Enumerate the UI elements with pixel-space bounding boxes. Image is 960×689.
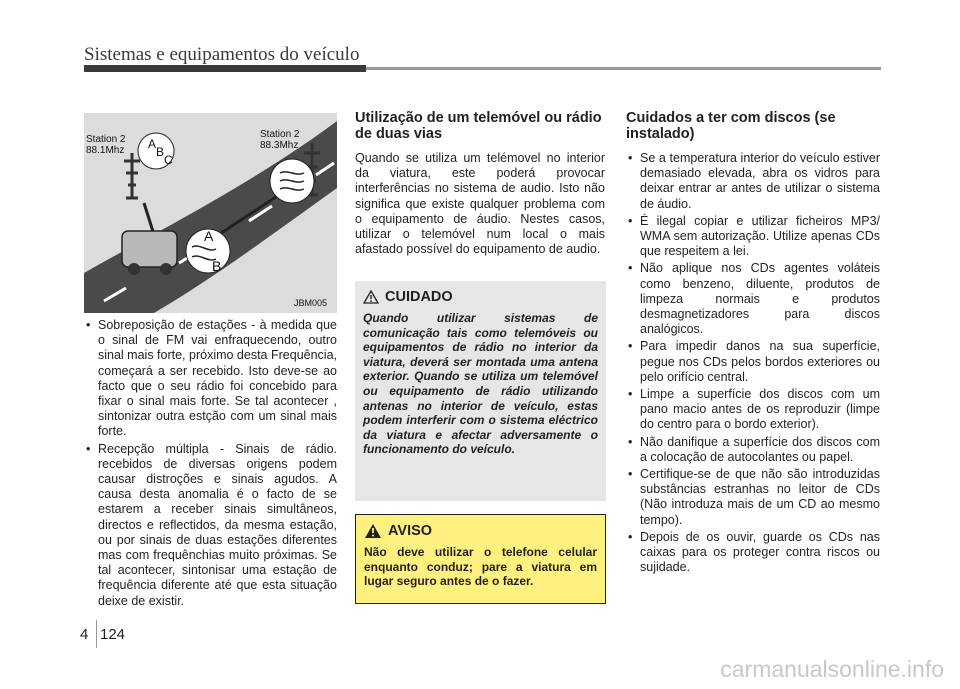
path-label-a: A	[148, 137, 157, 151]
right-column	[626, 110, 880, 577]
station-left-freq: 88.1Mhz	[86, 145, 125, 156]
middle-column	[355, 110, 605, 257]
illustration-svg	[84, 113, 337, 313]
page-number: 124	[100, 626, 126, 643]
caution-title: CUIDADO	[385, 289, 453, 305]
page-header-title: Sistemas e equipamentos do veículo	[84, 44, 360, 65]
reception-bullets	[84, 318, 337, 609]
watermark-text: carmanualsonline.info	[720, 656, 944, 682]
disc-bullet: • Depois de os ouvir, guarde os CDs nas caixas para os proteger contra riscos ou sujidade.	[626, 530, 880, 576]
caution-triangle-icon	[363, 290, 379, 304]
phone-section-text: Quando se utiliza um telémovel no interior da viatura, este poderá provocar interferências no sistema de audio. Isto não significa que existe qualquer problema com o equipamento de áudio. Nestes casos, utilizar o telemóvel num local o mais afastado possível do equipamento de audio.	[355, 151, 605, 257]
figure-code: JBM005	[294, 298, 328, 308]
warning-title: AVISO	[388, 523, 433, 539]
disc-bullet: • Limpe a superfície dos discos com um pano macio antes de os reproduzir (limpe do centro para o bordo exterior).	[626, 387, 880, 433]
path-label-b: B	[156, 145, 165, 159]
warning-text: Não deve utilizar o telefone celular enquanto conduz; pare a viatura em lugar seguro antes de o fazer.	[364, 545, 597, 589]
caution-header	[363, 289, 598, 305]
page-section-number: 4	[80, 626, 89, 643]
header-rule-accent	[84, 65, 366, 72]
caution-text: Quando utilizar sistemas de comunicação tais como telemóveis ou equipamentos de rádio no interior da viatura, deverá ser montada uma antena exterior. Quando se utiliza um telemóvel ou equipamento de rádio utilizando antenas no interior de veículo, estas podem interferir com o sistema eléctrico da viatura e afectar adversamente o funcionamento do veículo.	[363, 311, 598, 457]
disc-bullet: • Para impedir danos na sua superfície, pegue nos CDs pelos bordos exteriores ou pelo orifício central.	[626, 339, 880, 385]
page-number-separator	[96, 620, 97, 648]
station-right-name: Station 2	[260, 129, 300, 140]
disc-care-title: Cuidados a ter com discos (se instalado)	[626, 110, 836, 142]
warning-box	[355, 514, 606, 604]
disc-bullet: • É ilegal copiar e utilizar ficheiros MP3/ WMA sem autorização. Utilize apenas CDs que respeitem a lei.	[626, 214, 880, 260]
radio-tower-left	[124, 153, 140, 198]
disc-bullet: • Certifique-se de que não são introduzidas substâncias estranhas no leitor de CDs (Não introduza mais de um CD ao mesmo tempo).	[626, 467, 880, 528]
bullet-overlap: • Sobreposição de estações - à medida que o sinal de FM vai enfraquecendo, outro sinal mais forte, próximo desta Frequência, começará a ser recebido. Isto deve-se ao facto que o seu rádio foi concebido para fixar o sinal mais forte. Se tal acontecer , sintonizar outra estção com um sinal mais forte.	[84, 318, 337, 440]
disc-bullet: • Não danifique a superfície dos discos com a colocação de autocolantes ou papel.	[626, 435, 880, 465]
left-column	[84, 318, 337, 611]
car-wheel	[160, 263, 172, 275]
caution-box	[355, 281, 606, 501]
car-shape	[122, 231, 177, 267]
disc-care-bullets	[626, 151, 880, 575]
station-right-freq: 88.3Mhz	[260, 140, 299, 151]
disc-bullet: • Não aplique nos CDs agentes voláteis como benzeno, diluente, produtos de limpeza normais e produtos desmagnetizadores para discos analógicos.	[626, 261, 880, 337]
warning-header	[364, 523, 597, 539]
car-label-a: A	[204, 228, 214, 244]
path-label-c: C	[164, 153, 173, 167]
disc-bullet: • Se a temperatura interior do veículo estiver demasiado elevada, abra os vidros para deixar entrar ar antes de utilizar o sistema de áudio.	[626, 151, 880, 212]
phone-section-title: Utilização de um telemóvel ou rádio de duas vias	[355, 110, 602, 142]
station-left-name: Station 2	[86, 134, 126, 145]
warning-triangle-icon	[364, 523, 382, 539]
car-wheel	[128, 263, 140, 275]
car-label-b: B	[212, 258, 222, 274]
radio-reception-illustration	[84, 113, 337, 313]
bullet-multipath: • Recepção múltipla - Sinais de rádio. recebidos de diversas origens podem causar distroções e sinais agudos. A causa desta anomalia é o facto de se estarem a receber sinais simultâneos, directos e reflectidos, da mesma estação, ou por sinais de duas estações diferentes mas com frequênchias muito próximas. Se tal acontecer, sintonisar uma estação de frequência diferente até que esta situação deixe de existir.	[84, 442, 337, 609]
